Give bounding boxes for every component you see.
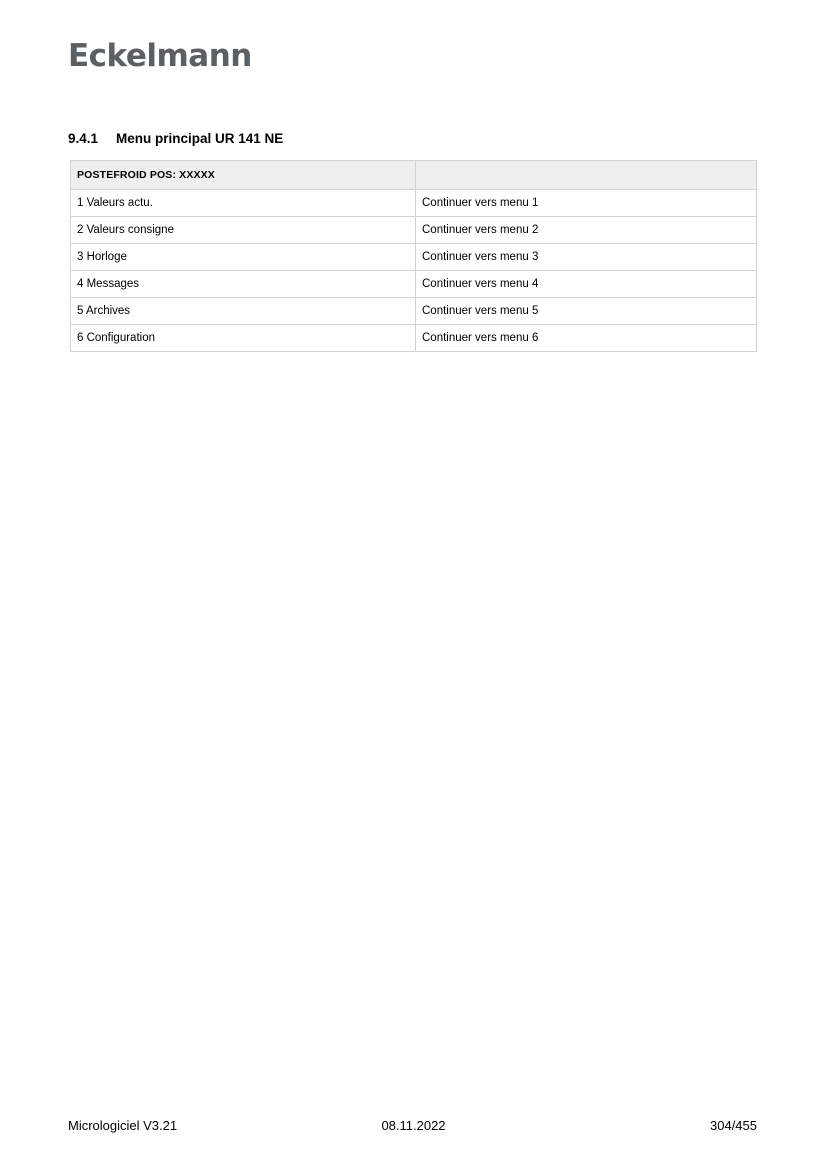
menu-item-action: Continuer vers menu 2 [416,217,757,244]
menu-item-label: 6 Configuration [71,325,416,352]
menu-table-container [70,160,756,352]
menu-table [70,160,757,352]
table-body [71,190,757,352]
menu-item-label: 3 Horloge [71,244,416,271]
menu-item-action: Continuer vers menu 5 [416,298,757,325]
table-header-row [71,161,757,190]
table-row [71,217,757,244]
table-row [71,190,757,217]
footer-page-number: 304/455 [710,1118,757,1133]
table-header-cell-device: POSTEFROID POS: XXXXX [71,161,416,190]
menu-item-label: 4 Messages [71,271,416,298]
table-head [71,161,757,190]
menu-item-label: 1 Valeurs actu. [71,190,416,217]
menu-item-action: Continuer vers menu 1 [416,190,757,217]
menu-item-label: 2 Valeurs consigne [71,217,416,244]
menu-item-action: Continuer vers menu 4 [416,271,757,298]
page-footer [0,1118,827,1142]
footer-date: 08.11.2022 [381,1118,446,1133]
eckelmann-logo: Eckelmann [68,38,252,74]
menu-item-action: Continuer vers menu 3 [416,244,757,271]
section-title: Menu principal UR 141 NE [116,131,284,146]
menu-item-action: Continuer vers menu 6 [416,325,757,352]
table-row [71,244,757,271]
page-title [68,131,768,146]
footer-firmware-version: Micrologiciel V3.21 [68,1118,178,1133]
section-number: 9.4.1 [68,131,99,146]
table-header-cell-action [416,161,757,190]
table-row [71,271,757,298]
table-row [71,325,757,352]
menu-item-label: 5 Archives [71,298,416,325]
table-row [71,298,757,325]
